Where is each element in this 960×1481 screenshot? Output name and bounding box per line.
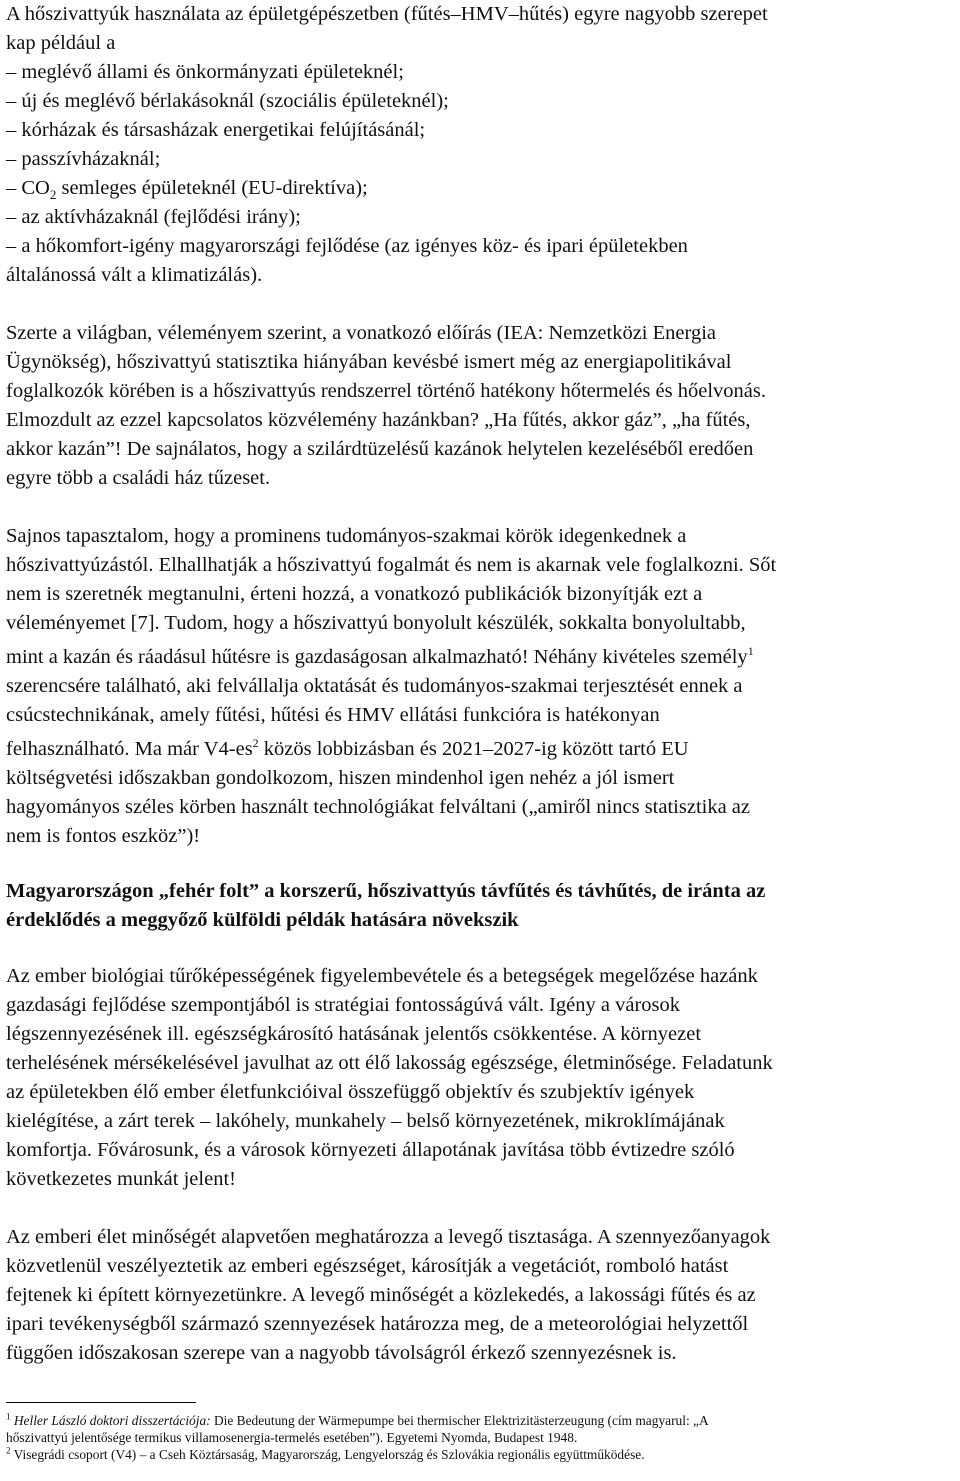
paragraph-line: fejtenek ki épített környezetünkre. A levegő minőségét a közlekedés, a lakossági fűtés és az (6, 1284, 756, 1306)
paragraph-line: az épületekben élő ember életfunkcióival összefüggő objektív és szubjektív igények (6, 1081, 695, 1103)
paragraph-line: terhelésének mérsékelésével javulhat az ott élő lakosság egészsége, életminősége. Feladatunk (6, 1052, 773, 1074)
bullet-item: – a hőkomfort-igény magyarországi fejlődése (az igényes köz- és ipari épületekben (6, 235, 688, 257)
footnote-text: Die Bedeutung der Wärmepumpe bei thermischer Elektrizitästerzeugung (cím magyarul: „A (210, 1413, 709, 1428)
paragraph-line: kielégítése, a zárt terek – lakóhely, munkahely – belső környezetének, mikroklímájának (6, 1110, 725, 1132)
line-text: felhasználható. Ma már V4-es (6, 738, 253, 760)
intro-line: A hőszivattyúk használata az épületgépészetben (fűtés–HMV–hűtés) egyre nagyobb szerepet (6, 3, 768, 25)
paragraph-line: gazdasági fejlődése szempontjából is stratégiai fontosságúvá vált. Igény a városok (6, 994, 681, 1016)
paragraph-line: véleményemet [7]. Tudom, hogy a hőszivattyú bonyolult készülék, sokkalta bonyolultabb, (6, 612, 746, 634)
paragraph-line: közvetlenül veszélyeztetik az emberi egészséget, károsítják a vegetációt, romboló hatást (6, 1255, 729, 1277)
bullet-item: – meglévő állami és önkormányzati épületeknél; (6, 61, 404, 83)
bullet-item: általánossá vált a klimatizálás). (6, 264, 263, 286)
footnote-1 (6, 1412, 709, 1429)
intro-line: kap például a (6, 32, 116, 54)
footnote-separator (6, 1402, 196, 1403)
footnote-ref: 1 (747, 644, 754, 659)
footnote-ref: 2 (252, 736, 259, 751)
subscript: 2 (49, 187, 57, 203)
paragraph-line (6, 643, 754, 672)
paragraph-line: egyre több a családi ház tűzeset. (6, 467, 271, 489)
paragraph-line: függően időszakosan szerepe van a nagyobb távolságról érkező szennyezésnek is. (6, 1342, 677, 1364)
paragraph-line: Az emberi élet minőségét alapvetően meghatározza a levegő tisztasága. A szennyezőanyagok (6, 1226, 771, 1248)
footnote-2 (6, 1446, 645, 1463)
footnote-italic: Heller László doktori disszertációja: (13, 1413, 211, 1428)
bullet-text: – CO (6, 177, 50, 199)
section-heading: érdeklődés a meggyőző külföldi példák hatására növekszik (6, 909, 519, 931)
paragraph-line: nem is szeretnék megtanulni, érteni hozzá, a vonatkozó publikációk bizonyítják ezt a (6, 583, 703, 605)
paragraph-line: Szerte a világban, véleményem szerint, a vonatkozó előírás (IEA: Nemzetközi Energia (6, 322, 717, 344)
bullet-item: – passzívházaknál; (6, 148, 161, 170)
bullet-item: – új és meglévő bérlakásoknál (szociális épületeknél); (6, 90, 449, 112)
bullet-text: semleges épületeknél (EU-direktíva); (56, 177, 368, 199)
line-text: közös lobbizásban és 2021–2027-ig között tartó EU (258, 738, 689, 760)
footnote-1-cont: hőszivattyú jelentősége termikus villamosenergia-termelés esetében”). Egyetemi Nyomda, Budapest 1948. (6, 1430, 578, 1445)
line-text: mint a kazán és ráadásul hűtésre is gazdaságosan alkalmazható! Néhány kivételes személy (6, 646, 748, 668)
paragraph-line: következetes munkát jelent! (6, 1168, 236, 1190)
paragraph-line: foglalkozók körében is a hőszivattyús rendszerrel történő hatékony hőtermelés és hőelvonás. (6, 380, 766, 402)
paragraph-line: szerencsére található, aki felvállalja oktatását és tudományos-szakmai terjesztését ennek a (6, 675, 743, 697)
paragraph-line: Sajnos tapasztalom, hogy a prominens tudományos-szakmai körök idegenkednek a (6, 525, 687, 547)
paragraph-line: hőszivattyúzástól. Elhallhatják a hőszivattyú fogalmát és nem is akarnak vele foglalkozni. Sőt (6, 554, 777, 576)
paragraph-line: akkor kazán”! De sajnálatos, hogy a szilárdtüzelésű kazánok helytelen kezeléséből eredően (6, 438, 754, 460)
paragraph-line (6, 735, 689, 764)
paragraph-line: komfortja. Fővárosunk, és a városok környezeti állapotának javítása több évtizedre szóló (6, 1139, 735, 1161)
paragraph-line: légszennyezésének ill. egészségkárosító hatásának jelentős csökkentése. A környezet (6, 1023, 702, 1045)
bullet-item (6, 174, 368, 203)
paragraph-line: Az ember biológiai tűrőképességének figyelembevétele és a betegségek megelőzése hazánk (6, 965, 758, 987)
paragraph-line: ipari tevékenységből származó szennyezések határozza meg, de a meteorológiai helyzettől (6, 1313, 749, 1335)
paragraph-line: nem is fontos eszköz”)! (6, 825, 201, 847)
bullet-item: – az aktívházaknál (fejlődési irány); (6, 206, 301, 228)
paragraph-line: Elmozdult az ezzel kapcsolatos közvélemény hazánkban? „Ha fűtés, akkor gáz”, „ha fűtés, (6, 409, 751, 431)
bullet-item: – kórházak és társasházak energetikai felújításánál; (6, 119, 426, 141)
paragraph-line: csúcstechnikának, amely fűtési, hűtési és HMV ellátási funkcióra is hatékonyan (6, 704, 660, 726)
footnote-mark: 1 (6, 1411, 11, 1422)
footnote-text: Visegrádi csoport (V4) – a Cseh Köztársaság, Magyarország, Lengyelország és Szlovákia regionális együttműködése. (13, 1447, 645, 1462)
paragraph-line: hagyományos széles körben használt technológiákat felváltani („amiről nincs statisztika az (6, 796, 751, 818)
paragraph-line: Ügynökség), hőszivattyú statisztika hiányában kevésbé ismert még az energiapolitikával (6, 351, 732, 373)
footnote-mark: 2 (6, 1445, 11, 1456)
section-heading: Magyarországon „fehér folt” a korszerű, hőszivattyús távfűtés és távhűtés, de iránta az (6, 880, 766, 902)
paragraph-line: költségvetési időszakban gondolkozom, hiszen mindenhol igen nehéz a jól ismert (6, 767, 675, 789)
